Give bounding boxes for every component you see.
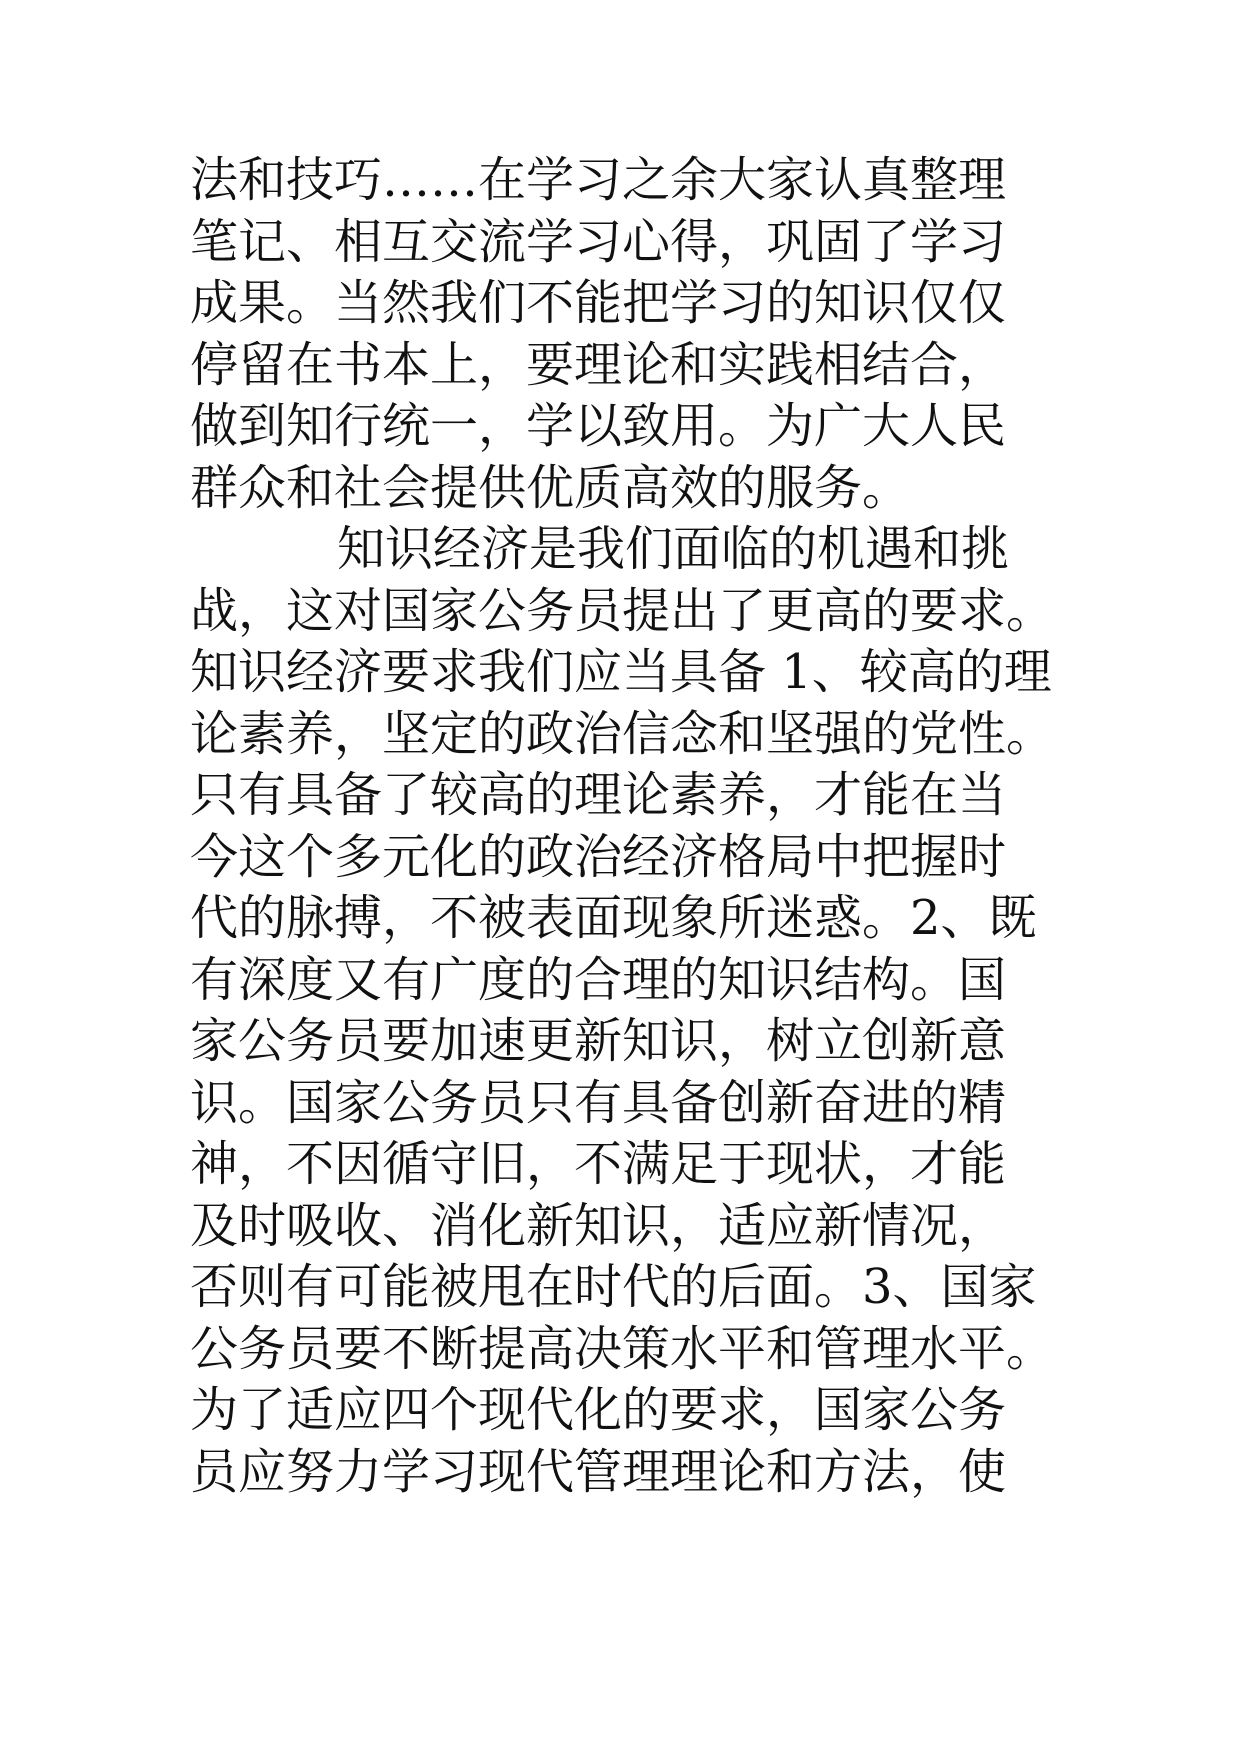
text-line: 识。国家公务员只有具备创新奋进的精 [190,1074,1007,1131]
text-line: 成果。当然我们不能把学习的知识仅仅 [190,275,1007,331]
text-line: 否则有可能被甩在时代的后面。3、国家 [190,1259,1037,1315]
text-line: 论素养，坚定的政治信念和坚强的党性。 [190,705,1055,762]
text-line: 代的脉搏，不被表面现象所迷惑。2、既 [190,890,1037,946]
text-line: 公务员要不断提高决策水平和管理水平。 [190,1320,1055,1377]
text-line: 知识经济要求我们应当具备 1、较高的理 [190,644,1052,700]
text-line: 群众和社会提供优质高效的服务。 [190,459,911,516]
body-text [190,150,1070,1503]
text-line: 神，不因循守旧，不满足于现状，才能 [190,1136,1007,1192]
text-line: 今这个多元化的政治经济格局中把握时 [190,828,1007,885]
text-line: 法和技巧……在学习之余大家认真整理 [190,152,1007,208]
text-line: 家公务员要加速更新知识，树立创新意 [190,1013,1007,1069]
text-line: 及时吸收、消化新知识，适应新情况， [190,1197,1007,1254]
paragraph-first-line: 知识经济是我们面临的机遇和挑 [337,521,1010,577]
text-line: 员应努力学习现代管理理论和方法，使 [190,1443,1007,1500]
text-line: 笔记、相互交流学习心得，巩固了学习 [190,213,1007,270]
text-line: 有深度又有广度的合理的知识结构。国 [190,951,1007,1008]
text-line: 为了适应四个现代化的要求，国家公务 [190,1382,1007,1438]
text-line: 战，这对国家公务员提出了更高的要求。 [190,582,1055,639]
text-line: 只有具备了较高的理论素养，才能在当 [190,767,1007,823]
text-line: 做到知行统一，学以致用。为广大人民 [190,398,1007,454]
text-line: 停留在书本上，要理论和实践相结合， [190,336,1007,393]
